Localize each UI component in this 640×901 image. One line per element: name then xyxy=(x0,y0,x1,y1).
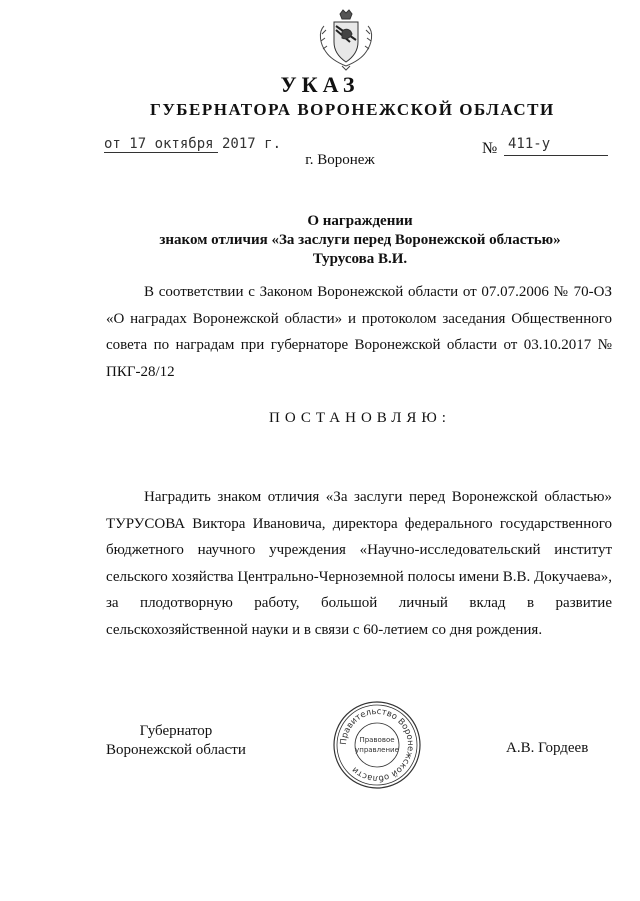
decree-title: УКАЗ xyxy=(280,72,360,97)
decree-heading xyxy=(0,212,640,269)
coat-of-arms-icon xyxy=(316,8,376,72)
heading-line-1: О награждении xyxy=(307,213,413,229)
stamp-ring-text: Правительство Воронежской области xyxy=(338,706,416,784)
preamble-paragraph xyxy=(106,279,612,385)
position-line-2: Воронежской области xyxy=(106,742,246,758)
stamp-center-line-1: Правовое xyxy=(359,736,395,744)
city: г. Воронеж xyxy=(305,152,375,168)
stamp-center-line-2: управление xyxy=(355,746,399,754)
position-line-1: Губернатор xyxy=(139,723,213,739)
decree-word: ПОСТАНОВЛЯЮ: xyxy=(269,410,451,426)
decree-subtitle: ГУБЕРНАТОРА ВОРОНЕЖСКОЙ ОБЛАСТИ xyxy=(150,100,555,119)
heading-line-2: знаком отличия «За заслуги перед Воронежской областью» xyxy=(159,232,561,248)
svg-text:Правительство Воронежской обла xyxy=(339,707,415,783)
signatory-position xyxy=(106,722,246,760)
signatory-name: А.В. Гордеев xyxy=(506,740,589,756)
heading-line-3: Турусова В.И. xyxy=(312,251,408,267)
number-label: № xyxy=(482,140,498,157)
preamble-text: В соответствии с Законом Воронежской области от 07.07.2006 № 70-ОЗ «О наградах Воронежской области» и протоколом заседания Общественного совета по наградам при губернаторе Воронежской области от 03.10.2017 № ПКГ-28/12 xyxy=(106,284,612,380)
official-stamp xyxy=(332,700,422,790)
body-text: Наградить знаком отличия «За заслуги перед Воронежской областью» ТУРУСОВА Виктора Ивановича, директора федерального государственного бюджетного научного учреждения «Научно-исследовательский институт сельского хозяйства Центрально-Черноземной полосы имени В.В. Докучаева», за плодотворную работу, большой личный вклад в развитие сельскохозяйственной науки и в связи с 60-летием со дня рождения. xyxy=(106,489,612,638)
decree-number: 411-у xyxy=(508,136,551,152)
decree-date: от 17 октября 2017 г. xyxy=(104,136,282,152)
body-paragraph xyxy=(106,484,612,643)
